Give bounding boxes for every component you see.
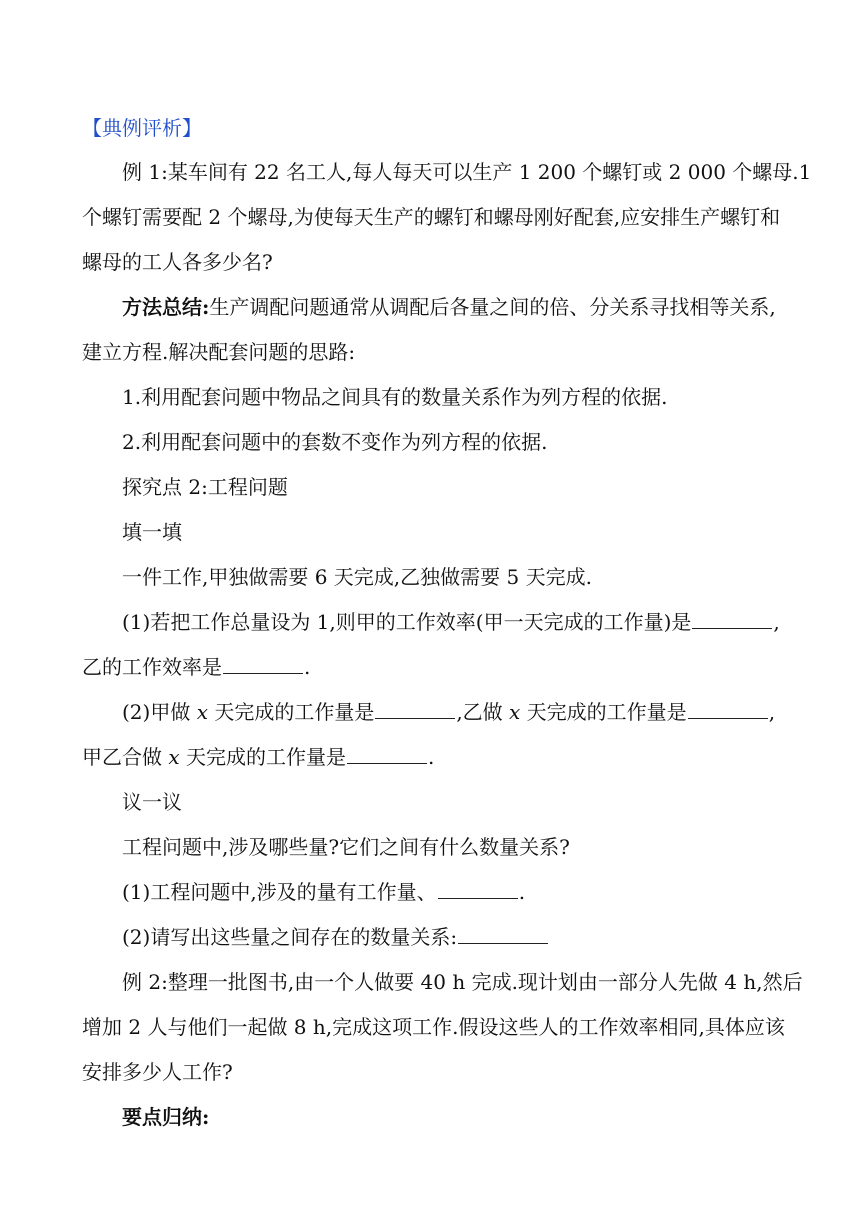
section-title: 【典例评析】: [82, 116, 202, 140]
answer-blank-quantities[interactable]: [438, 878, 518, 899]
answer-blank-yi-efficiency[interactable]: [223, 653, 303, 674]
answer-blank-jia-work[interactable]: [375, 698, 455, 719]
question-2-text-g: 天完成的工作量是: [179, 745, 346, 769]
period: .: [304, 655, 311, 679]
question-2-line1: [122, 698, 775, 726]
discuss-question-2: [122, 923, 549, 951]
question-2-text-c: ,乙做: [456, 700, 510, 724]
discuss-question-1-text: (1)工程问题中,涉及的量有工作量、: [122, 880, 437, 904]
period: .: [428, 745, 435, 769]
period: .: [518, 880, 526, 904]
example2-line3: 安排多少人工作?: [82, 1060, 233, 1084]
question-2-text-f: 甲乙合做: [82, 745, 169, 769]
method-point-1: 1.利用配套问题中物品之间具有的数量关系作为列方程的依据.: [122, 385, 668, 409]
answer-blank-together-work[interactable]: [347, 743, 427, 764]
question-2-line2: [82, 743, 434, 771]
explore-point-2-heading: 探究点 2:工程问题: [122, 475, 288, 499]
question-2-text-d: 天完成的工作量是: [520, 700, 687, 724]
method-summary-label: 方法总结:: [122, 295, 210, 319]
example2-line2: 增加 2 人与他们一起做 8 h,完成这项工作.假设这些人的工作效率相同,具体应该: [82, 1015, 785, 1039]
question-1-text: (1)若把工作总量设为 1,则甲的工作效率(甲一天完成的工作量)是: [122, 610, 692, 634]
question-1-line2: [82, 653, 310, 681]
example1-line1: 例 1:某车间有 22 名工人,每人每天可以生产 1 200 个螺钉或 2 000 个螺母.1: [122, 160, 812, 184]
example1-line2: 个螺钉需要配 2 个螺母,为使每天生产的螺钉和螺母刚好配套,应安排生产螺钉和: [82, 205, 781, 229]
variable-x: x: [168, 745, 180, 769]
method-summary-text: 生产调配问题通常从调配后各量之间的倍、分关系寻找相等关系,: [209, 295, 776, 319]
variable-x: x: [196, 700, 208, 724]
method-point-2: 2.利用配套问题中的套数不变作为列方程的依据.: [122, 430, 548, 454]
question-1-line1: [122, 608, 780, 636]
answer-blank-yi-work[interactable]: [688, 698, 768, 719]
fill-in-heading: 填一填: [122, 520, 182, 544]
discuss-heading: 议一议: [122, 790, 182, 814]
answer-blank-relation[interactable]: [458, 923, 548, 944]
discuss-question-1: [122, 878, 525, 906]
answer-blank-jia-efficiency[interactable]: [692, 608, 772, 629]
fill-in-intro: 一件工作,甲独做需要 6 天完成,乙独做需要 5 天完成.: [122, 565, 592, 589]
example2-line1: 例 2:整理一批图书,由一个人做要 40 h 完成.现计划由一部分人先做 4 h,然后: [122, 970, 803, 994]
example1-line3: 螺母的工人各多少名?: [82, 250, 273, 274]
comma: ,: [773, 610, 780, 634]
question-2-text-b: 天完成的工作量是: [207, 700, 375, 724]
variable-x: x: [509, 700, 521, 724]
discuss-intro: 工程问题中,涉及哪些量?它们之间有什么数量关系?: [122, 835, 570, 859]
comma: ,: [768, 700, 776, 724]
question-1-text-yi: 乙的工作效率是: [82, 655, 222, 679]
method-summary-line2: 建立方程.解决配套问题的思路:: [82, 340, 356, 364]
method-summary-line1: [122, 293, 776, 321]
key-points-heading: 要点归纳:: [122, 1105, 210, 1129]
question-2-text-a: (2)甲做: [122, 700, 197, 724]
discuss-question-2-text: (2)请写出这些量之间存在的数量关系:: [122, 925, 458, 949]
